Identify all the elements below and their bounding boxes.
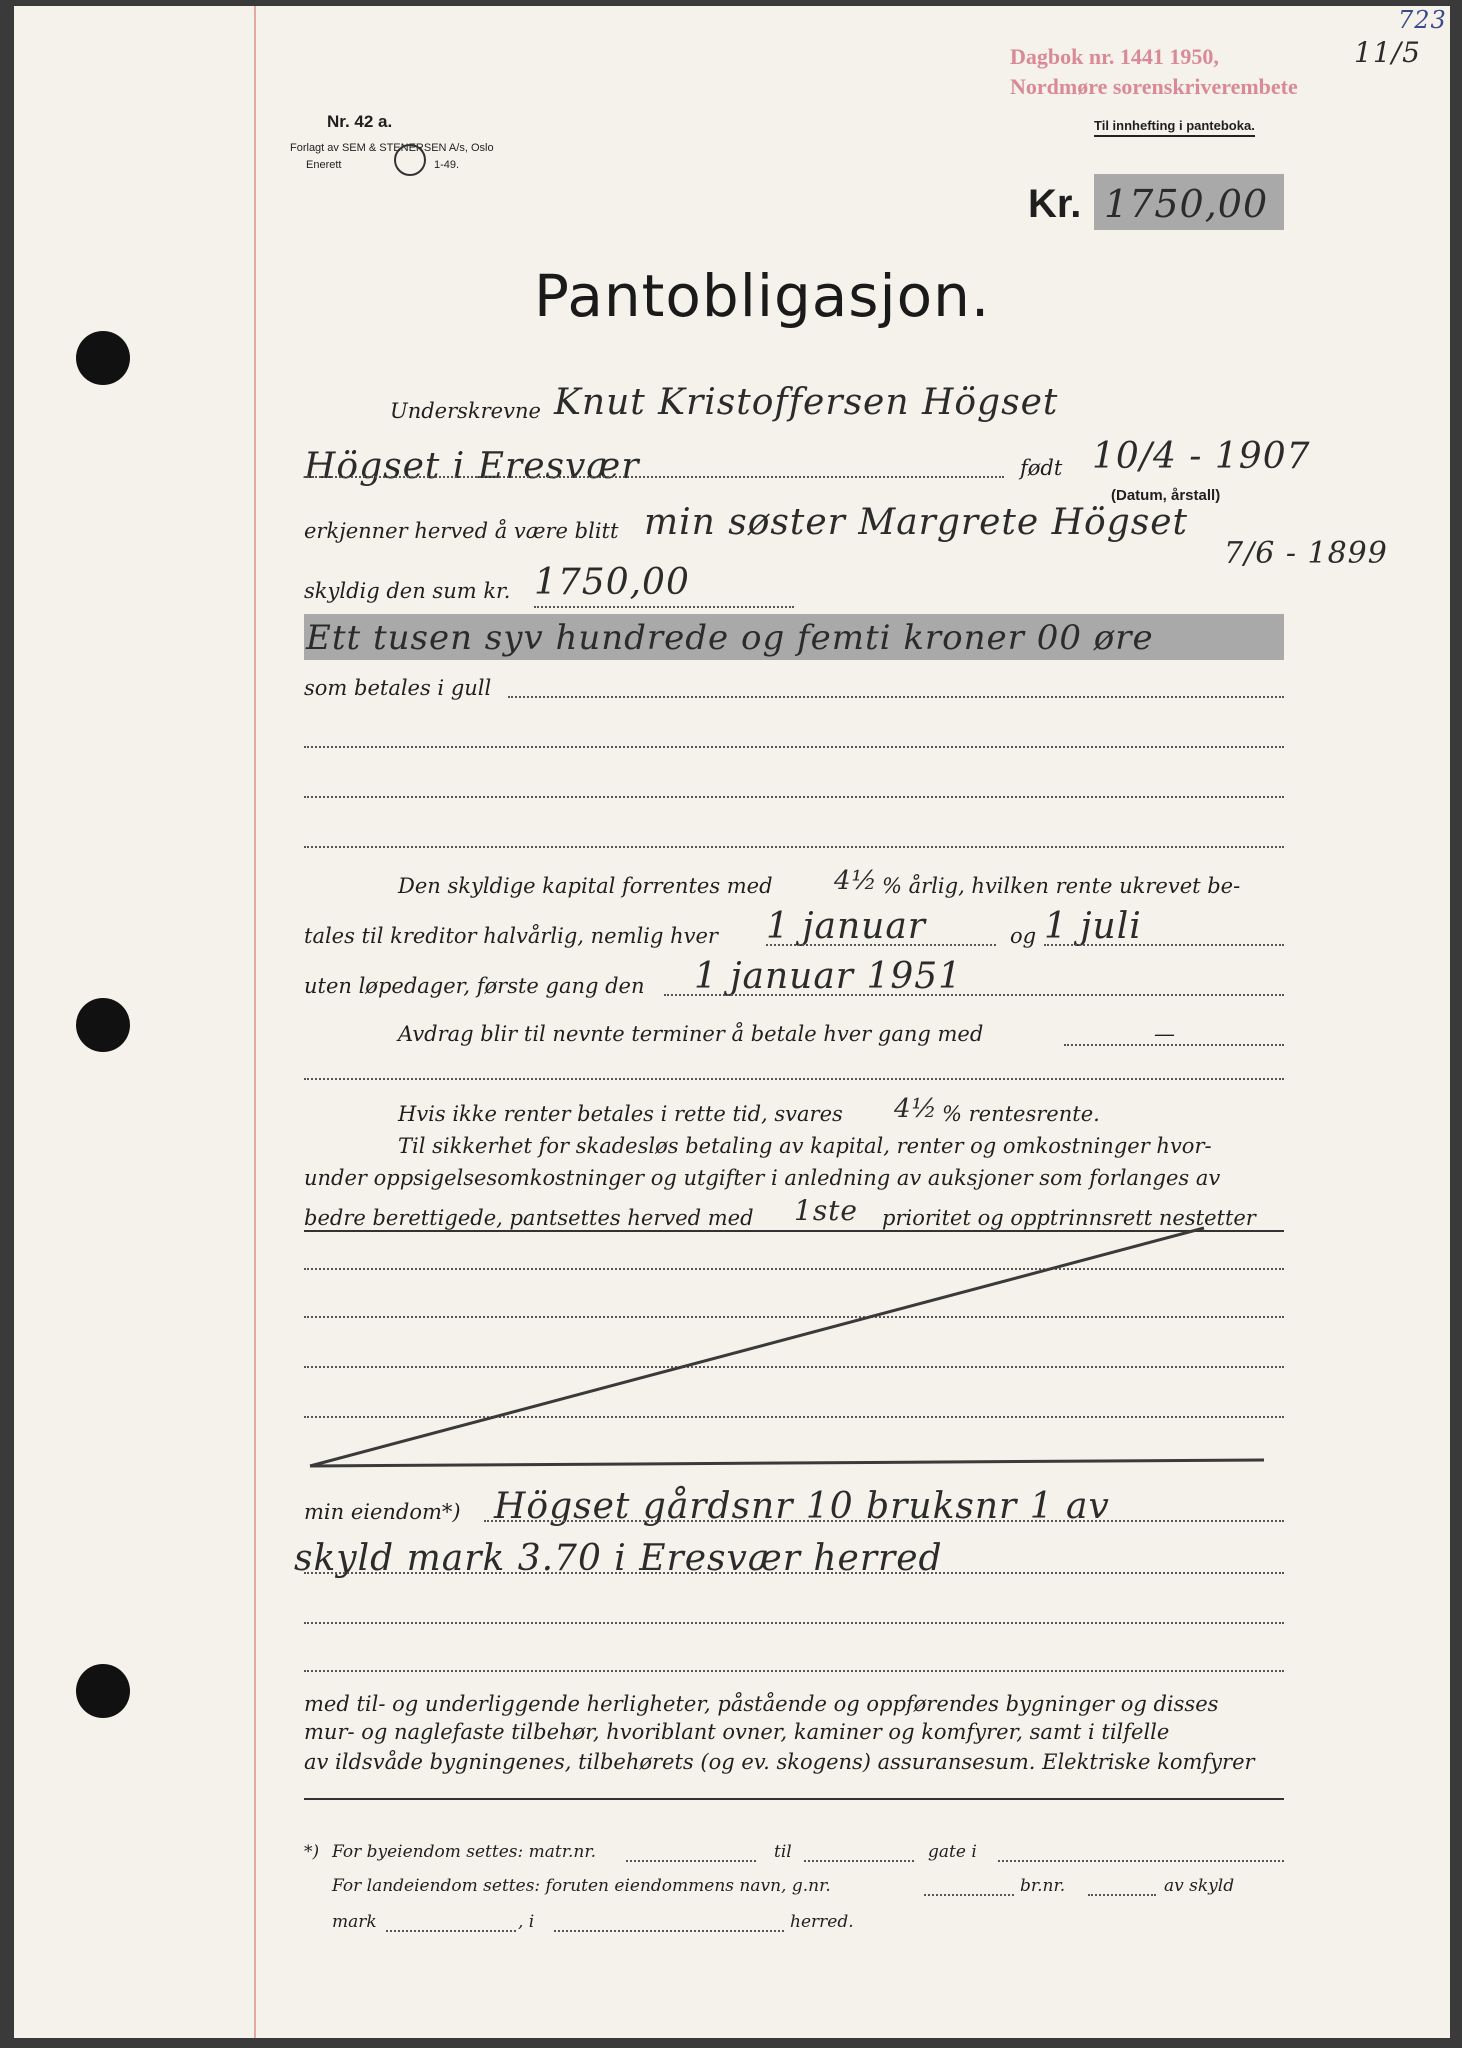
- security-line-2: under oppsigelsesomkostninger og utgifter i anledning av auksjoner som forlanges av: [304, 1166, 1221, 1190]
- footnote-line-1c: gate i: [928, 1842, 977, 1862]
- dotted-line: [534, 606, 794, 608]
- born-label: født: [1020, 456, 1063, 480]
- footnote-line-1a: For byeiendom settes: matr.nr.: [332, 1842, 596, 1862]
- payment-date-2: 1 juli: [1044, 906, 1142, 947]
- dotted-line: [304, 1078, 1284, 1080]
- document-title: Pantobligasjon.: [534, 262, 991, 330]
- late-rate: 4½: [894, 1094, 938, 1124]
- installment-line: Avdrag blir til nevnte terminer å betale hver gang med: [398, 1022, 984, 1046]
- undersigned-label: Underskrevne: [390, 399, 541, 423]
- debt-value: 1750,00: [534, 562, 690, 603]
- amount-words: Ett tusen syv hundrede og femti kroner 00 øre: [306, 618, 1154, 658]
- appurtenances-line-2: mur- og naglefaste tilbehør, hvoriblant ovner, kaminer og komfyrer, samt i tilfelle: [304, 1720, 1170, 1744]
- publisher-line: Forlagt av SEM & STENERSEN A/s, Oslo: [290, 142, 494, 154]
- first-payment-date: 1 januar 1951: [694, 956, 963, 997]
- appurtenances-line-3: av ildsvåde bygningenes, tilbehørets (og ev. skogens) assuransesum. Elektriske komfyrer: [304, 1750, 1255, 1774]
- amount-value: 1750,00: [1104, 182, 1269, 226]
- property-label: min eiendom*): [304, 1500, 461, 1524]
- security-line-1: Til sikkerhet for skadesløs betaling av kapital, renter og omkostninger hvor-: [398, 1134, 1212, 1158]
- dotted-line: [1044, 944, 1284, 946]
- dotted-line: [386, 1930, 516, 1932]
- creditor-value: min søster Margrete Högset: [644, 502, 1188, 543]
- interest-rate: 4½: [834, 866, 878, 896]
- born-value: 10/4 - 1907: [1092, 436, 1311, 477]
- dotted-line: [304, 1572, 1284, 1574]
- document-page: [14, 6, 1450, 2038]
- dotted-line: [998, 1860, 1284, 1862]
- dotted-line: [304, 796, 1284, 798]
- gold-label: som betales i gull: [304, 676, 492, 700]
- acknowledge-label: erkjenner herved å være blitt: [304, 519, 619, 543]
- appurtenances-line-1: med til- og underliggende herligheter, påstående og oppførendes bygninger og disses: [304, 1692, 1219, 1716]
- footnote-line-3c: herred.: [790, 1912, 854, 1932]
- payment-date-1: 1 januar: [766, 906, 927, 947]
- undersigned-value: Knut Kristoffersen Högset: [554, 382, 1059, 423]
- cancellation-stroke: [304, 1224, 1284, 1474]
- punch-hole: [76, 331, 130, 385]
- punch-hole: [76, 1664, 130, 1718]
- dotted-line: [626, 1860, 756, 1862]
- footnote-line-2c: av skyld: [1164, 1876, 1235, 1896]
- footnote-line-2a: For landeiendom settes: foruten eiendommens navn, g.nr.: [332, 1876, 831, 1896]
- red-margin-line: [254, 6, 256, 2038]
- footnote-line-3b: , i: [518, 1912, 535, 1932]
- dotted-line: [304, 476, 1004, 478]
- residence-value: Högset i Eresvær: [304, 446, 640, 487]
- dotted-line: [304, 746, 1284, 748]
- publisher-enerett: Enerett: [306, 159, 342, 171]
- footnote-line-1b: til: [774, 1842, 792, 1862]
- dotted-line: [924, 1894, 1014, 1896]
- page-number: 723: [1398, 6, 1447, 34]
- handwritten-date: 11/5: [1354, 36, 1421, 69]
- dotted-line: [1088, 1894, 1156, 1896]
- late-interest-b: % rentesrente.: [942, 1102, 1100, 1126]
- punch-hole: [76, 998, 130, 1052]
- dotted-line: [766, 944, 996, 946]
- born-hint: (Datum, årstall): [1111, 487, 1221, 504]
- property-line-1: Högset gårdsnr 10 bruksnr 1 av: [494, 1486, 1110, 1527]
- stamp-court: Nordmøre sorenskriverembete: [1010, 74, 1298, 99]
- form-number: Nr. 42 a.: [327, 112, 393, 131]
- property-line-2: skyld mark 3.70 i Eresvær herred: [294, 1538, 943, 1579]
- dotted-line: [508, 696, 1284, 698]
- dotted-line: [554, 1930, 784, 1932]
- security-line-3b: prioritet og opptrinnsrett nestetter: [882, 1206, 1256, 1230]
- dotted-line: [304, 1622, 1284, 1624]
- installment-value: —: [1154, 1022, 1175, 1046]
- dotted-line: [484, 1520, 1284, 1522]
- dotted-line: [304, 1670, 1284, 1672]
- interest-line-2a: tales til kreditor halvårlig, nemlig hver: [304, 924, 718, 948]
- publisher-year: 1-49.: [434, 159, 460, 171]
- interest-line-3a: uten løpedager, første gang den: [304, 974, 645, 998]
- interest-line-1b: % årlig, hvilken rente ukrevet be-: [882, 874, 1241, 898]
- interest-og: og: [1010, 924, 1037, 948]
- interest-line-1a: Den skyldige kapital forrentes med: [398, 874, 773, 898]
- footnote-line-3a: mark: [332, 1912, 377, 1932]
- dotted-line: [304, 846, 1284, 848]
- publisher-logo-icon: [394, 144, 426, 176]
- security-line-3a: bedre berettigede, pantsettes herved med: [304, 1206, 754, 1230]
- stamp-diary-number: Dagbok nr. 1441 1950,: [1010, 44, 1219, 69]
- dotted-line: [664, 994, 1284, 996]
- footnote-star: *): [304, 1842, 320, 1862]
- dotted-line: [804, 1860, 914, 1862]
- rule-line: [304, 1798, 1284, 1800]
- late-interest-a: Hvis ikke renter betales i rette tid, svares: [398, 1102, 843, 1126]
- amount-label: Kr.: [1028, 182, 1082, 226]
- creditor-born: 7/6 - 1899: [1224, 536, 1388, 571]
- footnote-line-2b: br.nr.: [1020, 1876, 1066, 1896]
- dotted-line: [1064, 1044, 1284, 1046]
- debt-label: skyldig den sum kr.: [304, 579, 511, 603]
- binding-note: Til innhefting i panteboka.: [1094, 118, 1255, 137]
- priority-value: 1ste: [794, 1194, 859, 1227]
